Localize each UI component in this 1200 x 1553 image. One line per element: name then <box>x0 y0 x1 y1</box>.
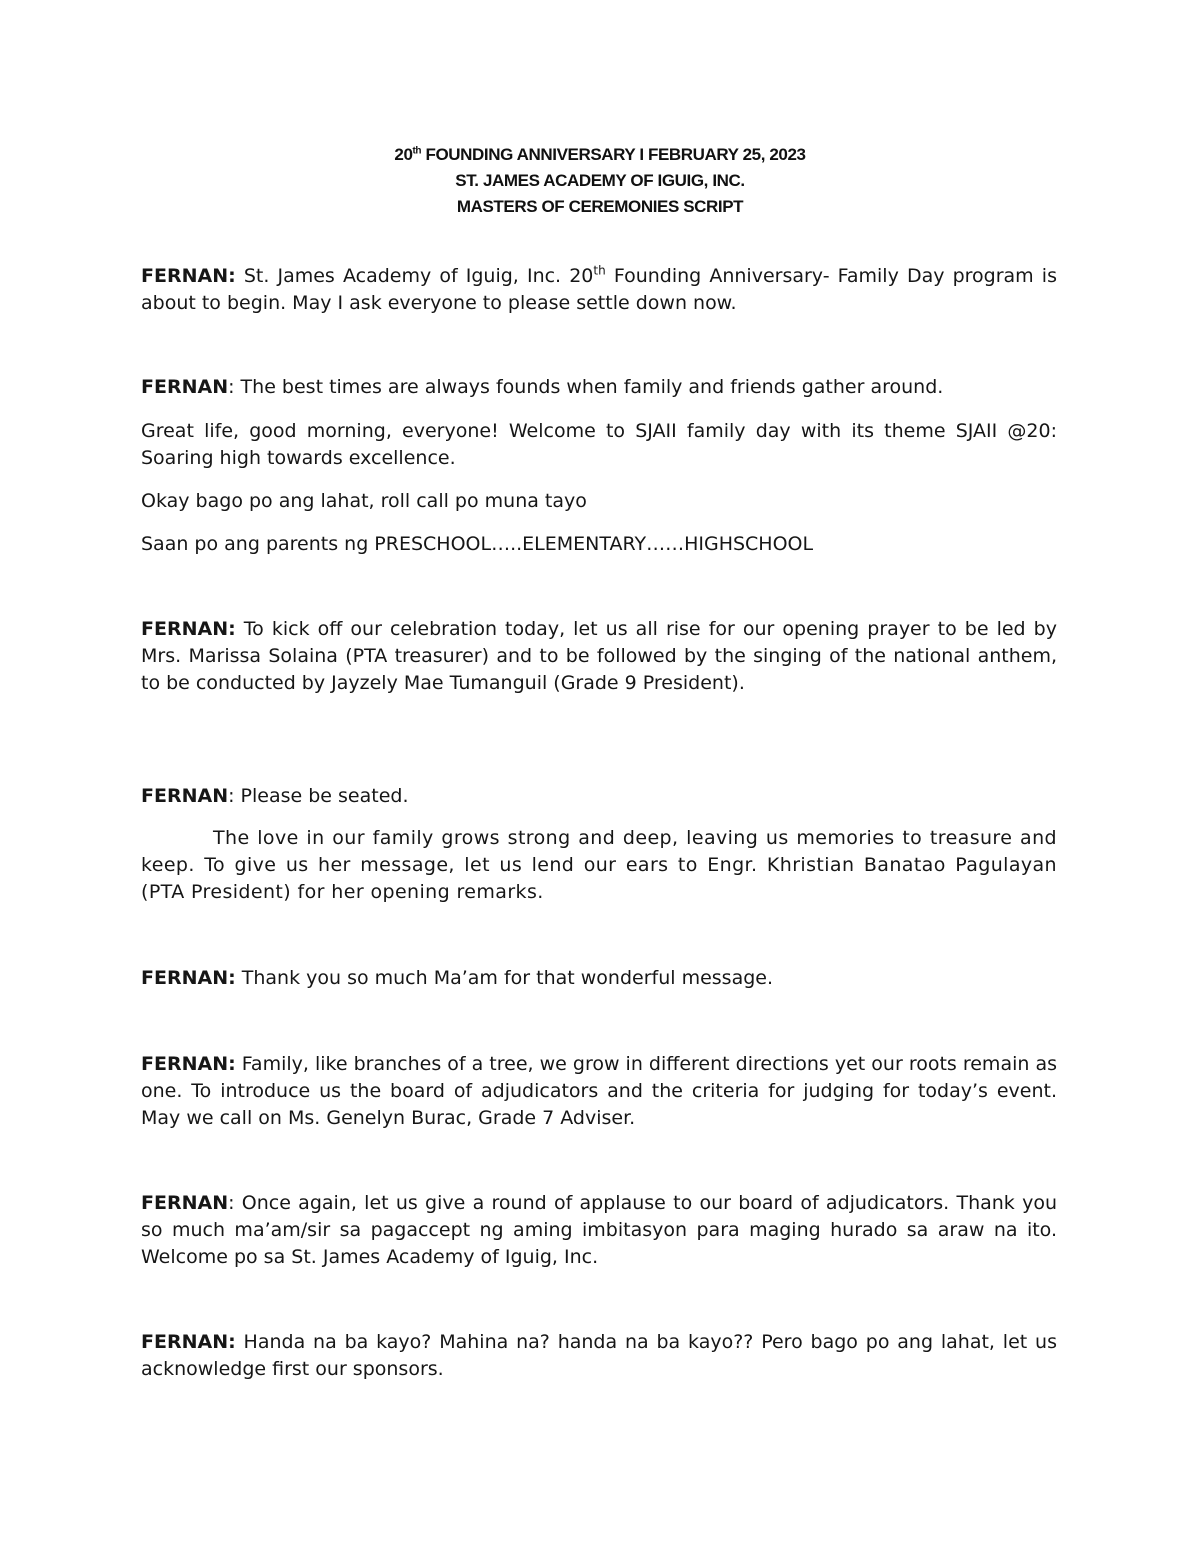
script-paragraph-7: FERNAN: Please be seated. <box>141 785 409 807</box>
script-paragraph-8: The love in our family grows strong and deep, leaving us memories to treasure and keep. To give us her message, let us lend our ears to Engr. Khristian Banatao Pagulayan (PTA President) for her opening remarks. <box>141 827 1057 903</box>
script-paragraph-1: FERNAN: St. James Academy of Iguig, Inc. 20th Founding Anniversary- Family Day program is about to begin. May I ask everyone to please settle down now. <box>141 263 1057 314</box>
speaker-label: FERNAN <box>141 376 229 398</box>
header-school-name: ST. JAMES ACADEMY OF IGUIG, INC. <box>455 171 745 190</box>
speaker-label: FERNAN: <box>141 618 236 640</box>
speaker-label: FERNAN: <box>141 265 236 287</box>
script-paragraph-5: Saan po ang parents ng PRESCHOOL…..ELEMENTARY……HIGHSCHOOL <box>141 533 814 555</box>
script-paragraph-9: FERNAN: Thank you so much Ma’am for that wonderful message. <box>141 967 774 989</box>
script-paragraph-3: Great life, good morning, everyone! Welcome to SJAII family day with its theme SJAII @20: Soaring high towards excellence. <box>141 420 1057 469</box>
speaker-label: FERNAN <box>141 785 229 807</box>
script-paragraph-6: FERNAN: To kick off our celebration today, let us all rise for our opening prayer to be led by Mrs. Marissa Solaina (PTA treasurer) and to be followed by the singing of the national anthem, to be conducted by Jayzely Mae Tumanguil (Grade 9 President). <box>141 618 1057 694</box>
speaker-label: FERNAN: <box>141 1331 236 1353</box>
script-paragraph-4: Okay bago po ang lahat, roll call po muna tayo <box>141 490 587 512</box>
speaker-label: FERNAN: <box>141 967 236 989</box>
header-anniversary-line: 20th FOUNDING ANNIVERSARY I FEBRUARY 25, 2023 <box>394 145 806 164</box>
script-paragraph-10: FERNAN: Family, like branches of a tree, we grow in different directions yet our roots remain as one. To introduce us the board of adjudicators and the criteria for judging for today’s event. May we call on Ms. Genelyn Burac, Grade 7 Adviser. <box>141 1053 1057 1129</box>
script-paragraph-12: FERNAN: Handa na ba kayo? Mahina na? handa na ba kayo?? Pero bago po ang lahat, let us acknowledge first our sponsors. <box>141 1331 1057 1380</box>
speaker-label: FERNAN <box>141 1192 229 1214</box>
script-paragraph-2: FERNAN: The best times are always founds when family and friends gather around. <box>141 376 944 398</box>
document-header <box>0 142 1200 220</box>
speaker-label: FERNAN: <box>141 1053 236 1075</box>
header-script-title: MASTERS OF CEREMONIES SCRIPT <box>456 197 744 216</box>
script-paragraph-11: FERNAN: Once again, let us give a round of applause to our board of adjudicators. Thank you so much ma’am/sir sa pagaccept ng aming imbitasyon para maging hurado sa araw na ito. Welcome po sa St. James Academy of Iguig, Inc. <box>141 1192 1057 1268</box>
